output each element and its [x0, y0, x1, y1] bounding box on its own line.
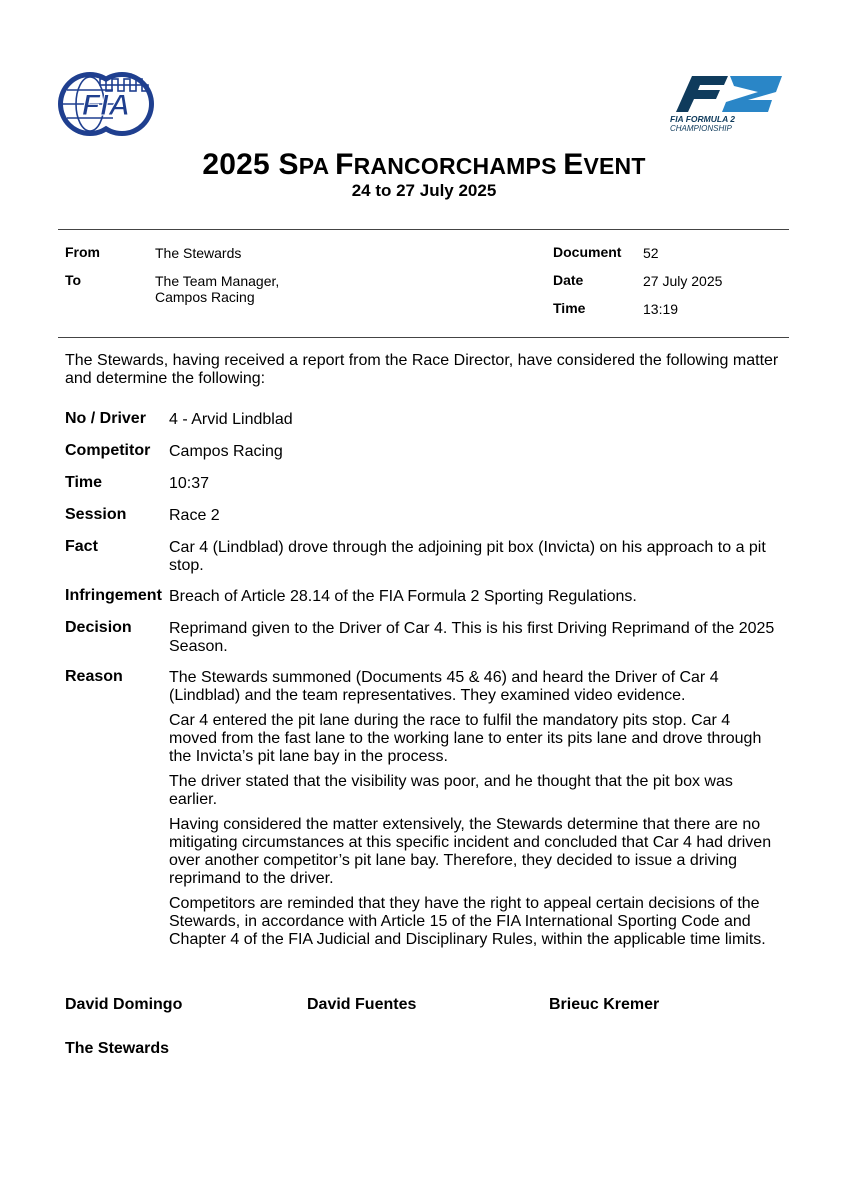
date-value: 27 July 2025: [643, 273, 723, 289]
to-value-line1: The Team Manager,: [155, 273, 280, 289]
infringement-label: Infringement: [65, 587, 162, 604]
infringement-value: Breach of Article 28.14 of the FIA Formula 2 Sporting Regulations.: [169, 588, 637, 605]
driver-label: No / Driver: [65, 410, 146, 427]
steward-signature-1: David Domingo: [65, 996, 183, 1013]
steward-signature-3: Brieuc Kremer: [549, 996, 660, 1013]
stewards-footer: The Stewards: [65, 1040, 170, 1057]
reason-paragraph: Competitors are reminded that they have the right to appeal certain decisions of the Stewards, in accordance with Article 15 of the FIA International Sporting Code and Chapter 4 of the FIA Judicial and Disciplinary Rules, within the applicable time limits.: [169, 895, 766, 948]
svg-text:FIA: FIA: [81, 89, 131, 122]
incident-time-value: 10:37: [169, 475, 210, 492]
fact-label: Fact: [65, 538, 98, 555]
time-value: 13:19: [643, 301, 679, 317]
decision-label: Decision: [65, 619, 132, 636]
date-label: Date: [553, 272, 584, 288]
svg-text:CHAMPIONSHIP: CHAMPIONSHIP: [670, 124, 732, 133]
event-dates: 24 to 27 July 2025: [351, 181, 497, 200]
reason-paragraph: The Stewards summoned (Documents 45 & 46) and heard the Driver of Car 4 (Lindblad) and the team representatives. They examined video evidence.: [169, 669, 719, 704]
decision-value: Reprimand given to the Driver of Car 4. This is his first Driving Reprimand of the 2025 Season.: [169, 620, 775, 655]
intro-paragraph: The Stewards, having received a report from the Race Director, have considered the following matter and determine the following:: [65, 352, 779, 387]
from-label: From: [65, 244, 100, 260]
from-value: The Stewards: [155, 245, 242, 261]
fia-logo: [56, 70, 156, 138]
steward-signature-2: David Fuentes: [307, 996, 417, 1013]
incident-time-label: Time: [65, 474, 103, 491]
svg-text:FIA FORMULA 2: FIA FORMULA 2: [670, 114, 736, 124]
document-value: 52: [643, 245, 659, 261]
page-title: 2025 SPA FRANCORCHAMPS EVENT: [202, 148, 646, 181]
competitor-label: Competitor: [65, 442, 151, 459]
to-value: [155, 273, 279, 305]
reason-value: [169, 669, 781, 956]
to-label: To: [65, 272, 82, 288]
top-divider: [58, 229, 789, 230]
driver-value: 4 - Arvid Lindblad: [169, 411, 293, 428]
document-label: Document: [553, 244, 622, 260]
session-value: Race 2: [169, 507, 220, 524]
time-label: Time: [553, 300, 586, 316]
reason-label: Reason: [65, 668, 123, 685]
competitor-value: Campos Racing: [169, 443, 283, 460]
bottom-divider: [58, 337, 789, 338]
reason-paragraph: The driver stated that the visibility was poor, and he thought that the pit box was earlier.: [169, 773, 733, 808]
reason-paragraph: Car 4 entered the pit lane during the race to fulfil the mandatory pits stop. Car 4 moved from the fast lane to the working lane to enter its pits lane and drove through the Invicta’s pit lane bay in the process.: [169, 712, 762, 765]
fact-value: Car 4 (Lindblad) drove through the adjoining pit box (Invicta) on his approach to a pit stop.: [169, 539, 766, 574]
f2-championship-logo: [664, 72, 788, 134]
session-label: Session: [65, 506, 127, 523]
reason-paragraph: Having considered the matter extensively, the Stewards determine that there are no mitigating circumstances at this specific incident and concluded that Car 4 had driven over another competitor’s pit lane bay. Therefore, they decided to issue a driving reprimand to the driver.: [169, 816, 772, 887]
to-value-line2: Campos Racing: [155, 289, 255, 305]
